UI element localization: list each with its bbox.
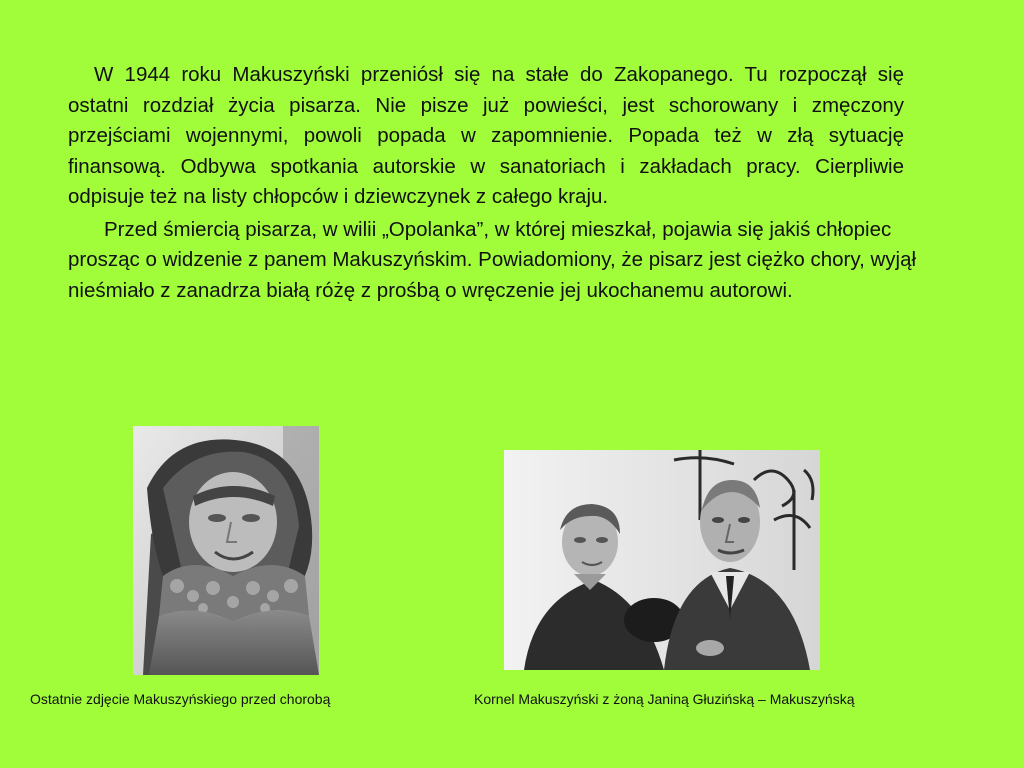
paragraph-1: W 1944 roku Makuszyński przeniósł się na stałe do Zakopanego. Tu rozpoczął się ostatni rozdział życia pisarza. Nie pisze już powieści, jest schorowany i zmęczony przejściami wojennymi, powoli popada w zapomnienie. Popada też w złą sytuację finansową. Odbywa spotkania autorskie w sanatoriach i zakładach pracy. Cierpliwie odpisuje też na listy chłopców i dziewczynek z całego kraju. — [68, 63, 904, 208]
photo-caption-left: Ostatnie zdjęcie Makuszyńskiego przed chorobą — [30, 691, 331, 707]
photo-caption-right: Kornel Makuszyński z żoną Janiną Głuzińską – Makuszyńską — [474, 691, 855, 707]
main-text — [68, 60, 924, 306]
photo-makuszynski-hood — [133, 426, 319, 675]
photo-makuszynski-with-wife — [504, 450, 820, 670]
paragraph-2: Przed śmiercią pisarza, w wilii „Opolanka”, w której mieszkał, pojawia się jakiś chłopiec prosząc o widzenie z panem Makuszyńskim. Powiadomiony, że pisarz jest ciężko chory, wyjął nieśmiało z zanadrza białą różę z prośbą o wręczenie jej ukochanemu autorowi. — [68, 217, 917, 302]
